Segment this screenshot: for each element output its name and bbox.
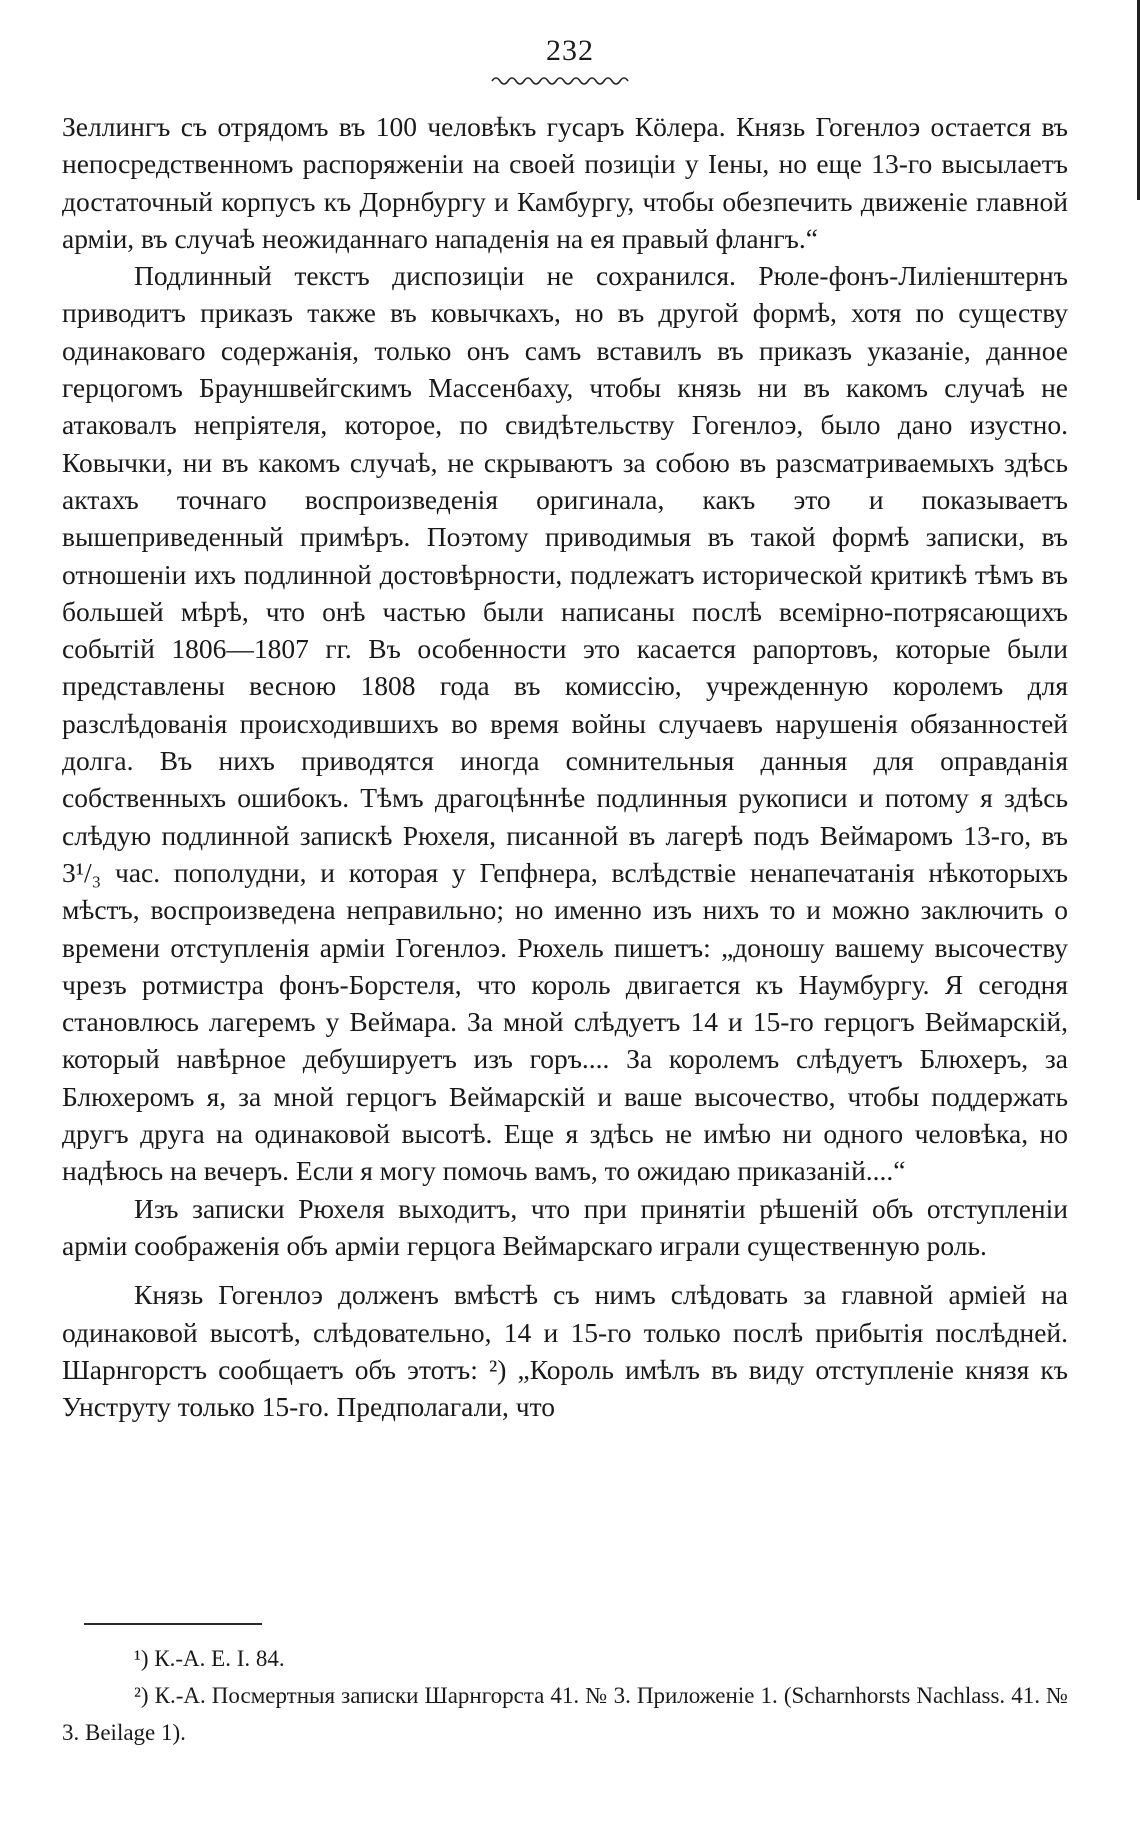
footnote-divider (84, 1623, 262, 1625)
paragraph-rukhel-note: Изъ записки Рюхеля выходитъ, что при принятіи рѣшеній объ отступленіи арміи соображенія объ арміи герцога Веймарскаго играли существенную роль. (62, 1192, 1068, 1261)
paragraph-hohenlohe: Князь Гогенлоэ долженъ вмѣстѣ съ нимъ слѣдовать за главной арміей на одинаковой высотѣ, слѣдовательно, 14 и 15-го только послѣ прибытія послѣдней. Шарнгорстъ сообщаетъ объ этотъ: ²) „Король имѣлъ въ виду отступленіе князя къ Унструту только 15-го. Предполагали, что (62, 1279, 1068, 1423)
wavy-ornament-icon (490, 72, 630, 86)
footnote-2: ²) К.-А. Посмертныя записки Шарнгорста 41. № 3. Приложеніе 1. (Scharnhorsts Nachlass. 41. № 3. Beilage 1). (62, 1683, 1068, 1745)
paragraph-disposition: Подлинный текстъ диспозиціи не сохранился. Рюле-фонъ-Лиліенштернъ приводитъ приказъ также въ ковычкахъ, но въ другой формѣ, хотя по существу одинаковаго содержанія, только онъ самъ вставилъ въ приказъ указаніе, данное герцогомъ Брауншвейгскимъ Массенбаху, чтобы князь ни въ какомъ случаѣ не атаковалъ непріятеля, которое, по свидѣтельству Гогенлоэ, было дано изустно. Ковычки, ни въ какомъ случаѣ, не скрываютъ за собою въ разсматриваемыхъ здѣсь актахъ точнаго воспроизведенія оригинала, какъ это и показываетъ вышеприведенный примѣръ. Поэтому приводимыя въ такой формѣ записки, въ отношеніи ихъ подлинной достовѣрности, подлежатъ исторической критикѣ тѣмъ въ большей мѣрѣ, что онѣ частью были написаны послѣ всемірно-потрясающихъ событій 1806—1807 гг. Въ особенности это касается рапортовъ, которые были представлены весною 1808 года въ комиссію, учрежденную королемъ для разслѣдованія происходившихъ во время войны случаевъ нарушенія обязанностей долга. Въ нихъ приводятся иногда сомнительныя данныя для оправданія собственныхъ ошибокъ. Тѣмъ драгоцѣннѣе подлинныя рукописи и потому я здѣсь слѣдую подлинной запискѣ Рюхеля, писанной въ лагерѣ подъ Веймаромъ 13-го, въ 3¹/₃ час. пополудни, и которая у Гепфнера, вслѣдствіе ненапечатанія нѣкоторыхъ мѣстъ, воспроизведена неправильно; но именно изъ нихъ то и можно заключить о времени отступленія арміи Гогенлоэ. Рюхель пишетъ: „доношу вашему высочеству чрезъ ротмистра фонъ-Борстеля, что король двигается къ Наумбургу. Я сегодня становлюсь лагеремъ у Веймара. За мной слѣдуетъ 14 и 15-го герцогъ Веймарскій, который навѣрное дебушируетъ изъ горъ.... За королемъ слѣдуетъ Блюхеръ, за Блюхеромъ я, за мной герцогъ Веймарскій и ваше высочество, чтобы поддержать другъ друга на одинаковой высотѣ. Еще я здѣсь не имѣю ни одного человѣка, но надѣюсь на вечеръ. Если я могу помочь вамъ, то ожидаю приказаній....“ (62, 260, 1068, 1187)
footnotes (62, 1640, 1068, 1751)
paragraph-continuation: Зеллингъ съ отрядомъ въ 100 человѣкъ гусаръ Кöлера. Князь Гогенлоэ остается въ непосредственномъ распоряженіи на своей позиціи у Іены, но еще 13-го высылаетъ достаточный корпусъ къ Дорнбургу и Камбургу, чтобы обезпечить движеніе главной арміи, въ случаѣ неожиданнаго нападенія на ея правый флангъ.“ (62, 111, 1068, 254)
body-text (62, 108, 1068, 1425)
footnote-1: ¹) К.-А. Е. I. 84. (134, 1646, 285, 1671)
page-number: 232 (546, 34, 594, 67)
